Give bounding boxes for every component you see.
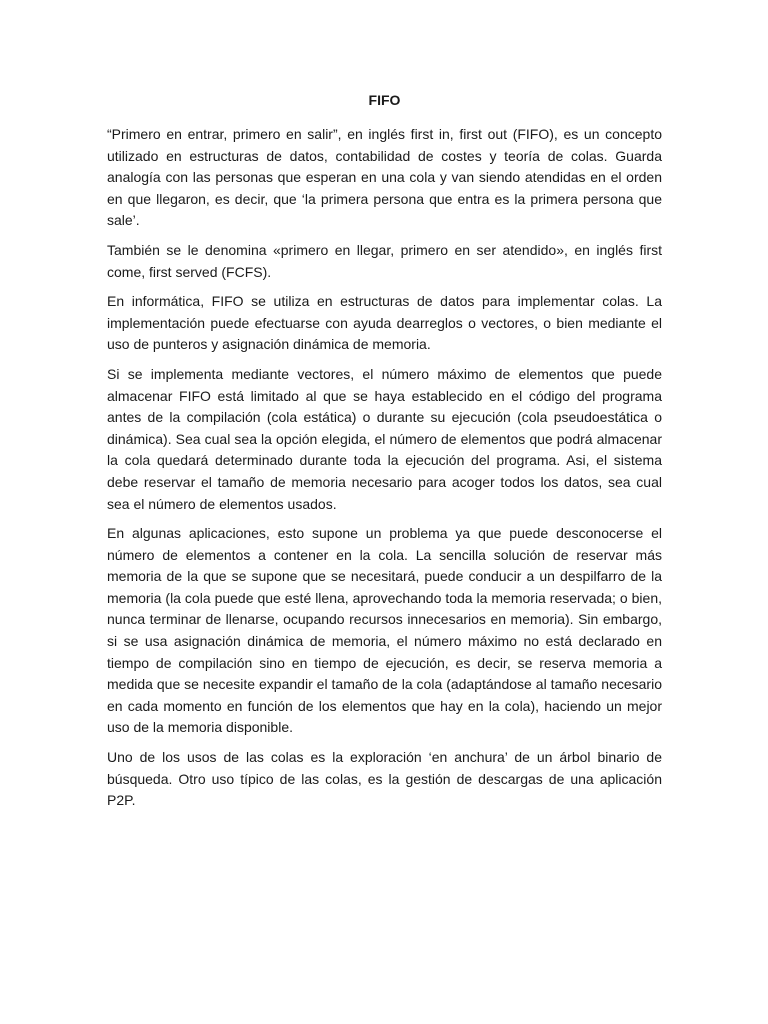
paragraph-fcfs: También se le denomina «primero en llegar, primero en ser atendido», en inglés first come, first served (FCFS). bbox=[107, 241, 662, 280]
paragraph-informatica: En informática, FIFO se utiliza en estructuras de datos para implementar colas. La implementación puede efectuarse con ayuda dearreglos o vectores, o bien mediante el uso de punteros y asignación dinámica de memoria. bbox=[107, 293, 662, 353]
paragraph-definition: “Primero en entrar, primero en salir”, en inglés first in, first out (FIFO), es un concepto utilizado en estructuras de datos, contabilidad de costes y teoría de colas. Guarda analogía con las personas que esperan en una cola y van siendo atendidas en el orden en que llegaron, es decir, que ‘la primera persona que entra es la primera persona que sale’. bbox=[107, 126, 662, 229]
paragraph-vectores: Si se implementa mediante vectores, el número máximo de elementos que puede almacenar FIFO está limitado al que se haya establecido en el código del programa antes de la compilación (cola estática) o durante su ejecución (cola pseudoestática o dinámica). Sea cual sea la opción elegida, el número de elementos que podrá almacenar la cola quedará determinado durante toda la ejecución del programa. Asi, el sistema debe reservar el tamaño de memoria necesario para acoger todos los datos, sea cual sea el número de elementos usados. bbox=[107, 365, 662, 512]
document-body bbox=[107, 89, 662, 820]
document-title: FIFO bbox=[368, 92, 401, 108]
paragraph-aplicaciones: En algunas aplicaciones, esto supone un problema ya que puede desconocerse el número de elementos a contener en la cola. La sencilla solución de reservar más memoria de la que se supone que se necesitará, puede conducir a un despilfarro de la memoria (la cola puede que esté llena, aprovechando toda la memoria reservada; o bien, nunca terminar de llenarse, ocupando recursos innecesarios en memoria). Sin embargo, si se usa asignación dinámica de memoria, el número máximo no está declarado en tiempo de compilación sino en tiempo de ejecución, es decir, se reserva memoria a medida que se necesite expandir el tamaño de la cola (adaptándose al tamaño necesario en cada momento en función de los elementos que hay en la cola), haciendo un mejor uso de la memoria disponible. bbox=[107, 525, 662, 736]
paragraph-usos: Uno de los usos de las colas es la exploración ‘en anchura’ de un árbol binario de búsqueda. Otro uso típico de las colas, es la gestión de descargas de una aplicación P2P. bbox=[107, 749, 662, 809]
